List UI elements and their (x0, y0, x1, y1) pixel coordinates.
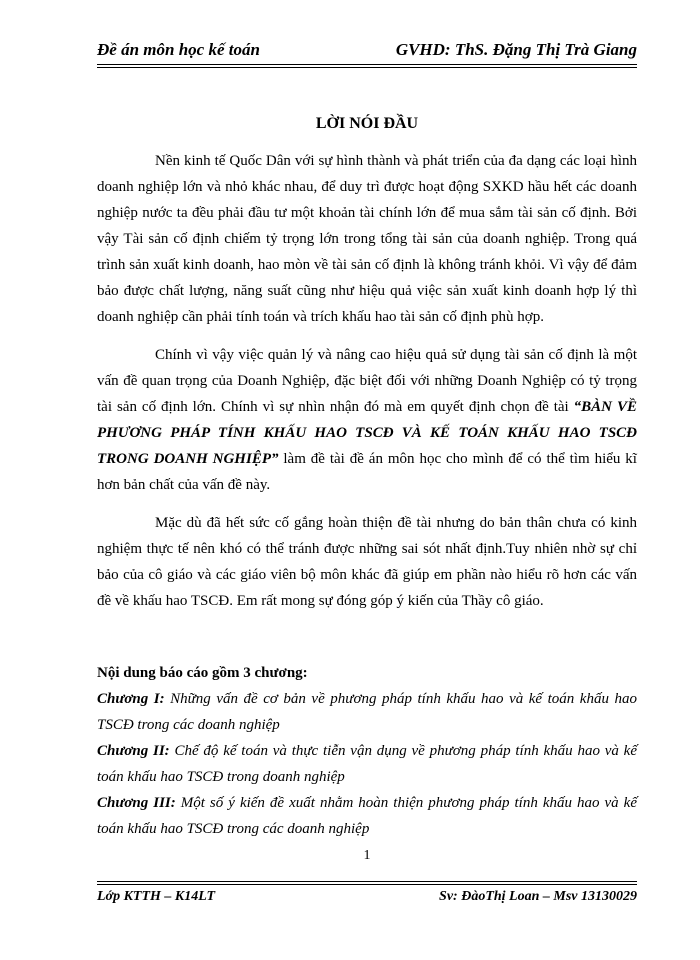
header-course-title: Đề án môn học kế toán (97, 40, 260, 59)
page-number: 1 (363, 848, 371, 863)
chapter-1 (97, 686, 637, 738)
paragraph-topic (97, 342, 637, 498)
page-header (97, 38, 637, 62)
report-outline (97, 660, 637, 842)
footer-class: Lớp KTTH – K14LT (97, 889, 216, 904)
page-footer (97, 887, 637, 909)
paragraph-topic-after: làm đề tài đề án môn học cho mình để có thể tìm hiểu kĩ hơn bản chất của vấn đề này. (97, 451, 637, 493)
page-title: LỜI NÓI ĐẦU (315, 115, 419, 132)
paragraph-topic-before: Chính vì vậy việc quản lý và nâng cao hiệu quả sử dụng tài sản cố định là một vấn đề quan trọng của Doanh Nghiệp, đặc biệt đối với những Doanh Nghiệp có tỷ trọng tài sản cố định lớn. Chính vì sự nhìn nhận đó mà em quyết định chọn đề tài (97, 347, 637, 415)
chapter-3-label: Chương III: (97, 795, 176, 811)
paragraph-intro: Nền kinh tế Quốc Dân với sự hình thành và phát triển của đa dạng các loại hình doanh nghiệp lớn và nhỏ khác nhau, để duy trì được hoạt động SXKD hầu hết các doanh nghiệp nước ta đều phải đầu tư một khoản tài chính lớn để mua sắm tài sản cố định. Bởi vậy Tài sản cố định chiếm tỷ trọng lớn trong tổng tài sản của doanh nghiệp. Trong quá trình sản xuất kinh doanh, hao mòn về tài sản cố định là không tránh khỏi. Vì vậy để đảm bảo được chất lượng, năng suất cũng như hiệu quả việc sản xuất kinh doanh hợp lý thì doanh nghiệp cần phải tính toán và trích khấu hao tài sản cố định phù hợp. (97, 153, 637, 325)
footer-student: Sv: ĐàoThị Loan – Msv 13130029 (439, 889, 637, 904)
chapter-1-text: Những vấn đề cơ bản về phương pháp tính khấu hao và kế toán khấu hao TSCĐ trong các doanh nghiệp (97, 691, 637, 733)
chapter-2-text: Chế độ kế toán và thực tiễn vận dụng về phương pháp tính khấu hao và kế toán khấu hao TSCĐ trong doanh nghiệp (97, 743, 637, 785)
header-supervisor: GVHD: ThS. Đặng Thị Trà Giang (395, 40, 637, 59)
outline-heading: Nội dung báo cáo gồm 3 chương: (97, 665, 308, 681)
document-body (97, 148, 637, 614)
chapter-2-label: Chương II: (97, 743, 170, 759)
chapter-2 (97, 738, 637, 790)
chapter-3 (97, 790, 637, 842)
chapter-1-label: Chương I: (97, 691, 165, 707)
thesis-topic-title: “BÀN VỀ PHƯƠNG PHÁP TÍNH KHẤU HAO TSCĐ VÀ KẾ TOÁN KHẤU HAO TSCĐ TRONG DOANH NGHIỆP” (97, 399, 637, 467)
header-divider (97, 64, 637, 68)
paragraph-closing: Mặc dù đã hết sức cố gắng hoàn thiện đề tài nhưng do bản thân chưa có kinh nghiệm thực tế nên khó có thể tránh được những sai sót nhất định.Tuy nhiên nhờ sự chỉ bảo của cô giáo và các giáo viên bộ môn khác đã giúp em phần nào hiểu rõ hơn các vấn đề về khấu hao TSCĐ. Em rất mong sự đóng góp ý kiến của Thầy cô giáo. (97, 515, 637, 609)
footer-divider (97, 881, 637, 885)
chapter-3-text: Một số ý kiến đề xuất nhằm hoàn thiện phương pháp tính khấu hao và kế toán khấu hao TSCĐ trong các doanh nghiệp (97, 795, 637, 837)
